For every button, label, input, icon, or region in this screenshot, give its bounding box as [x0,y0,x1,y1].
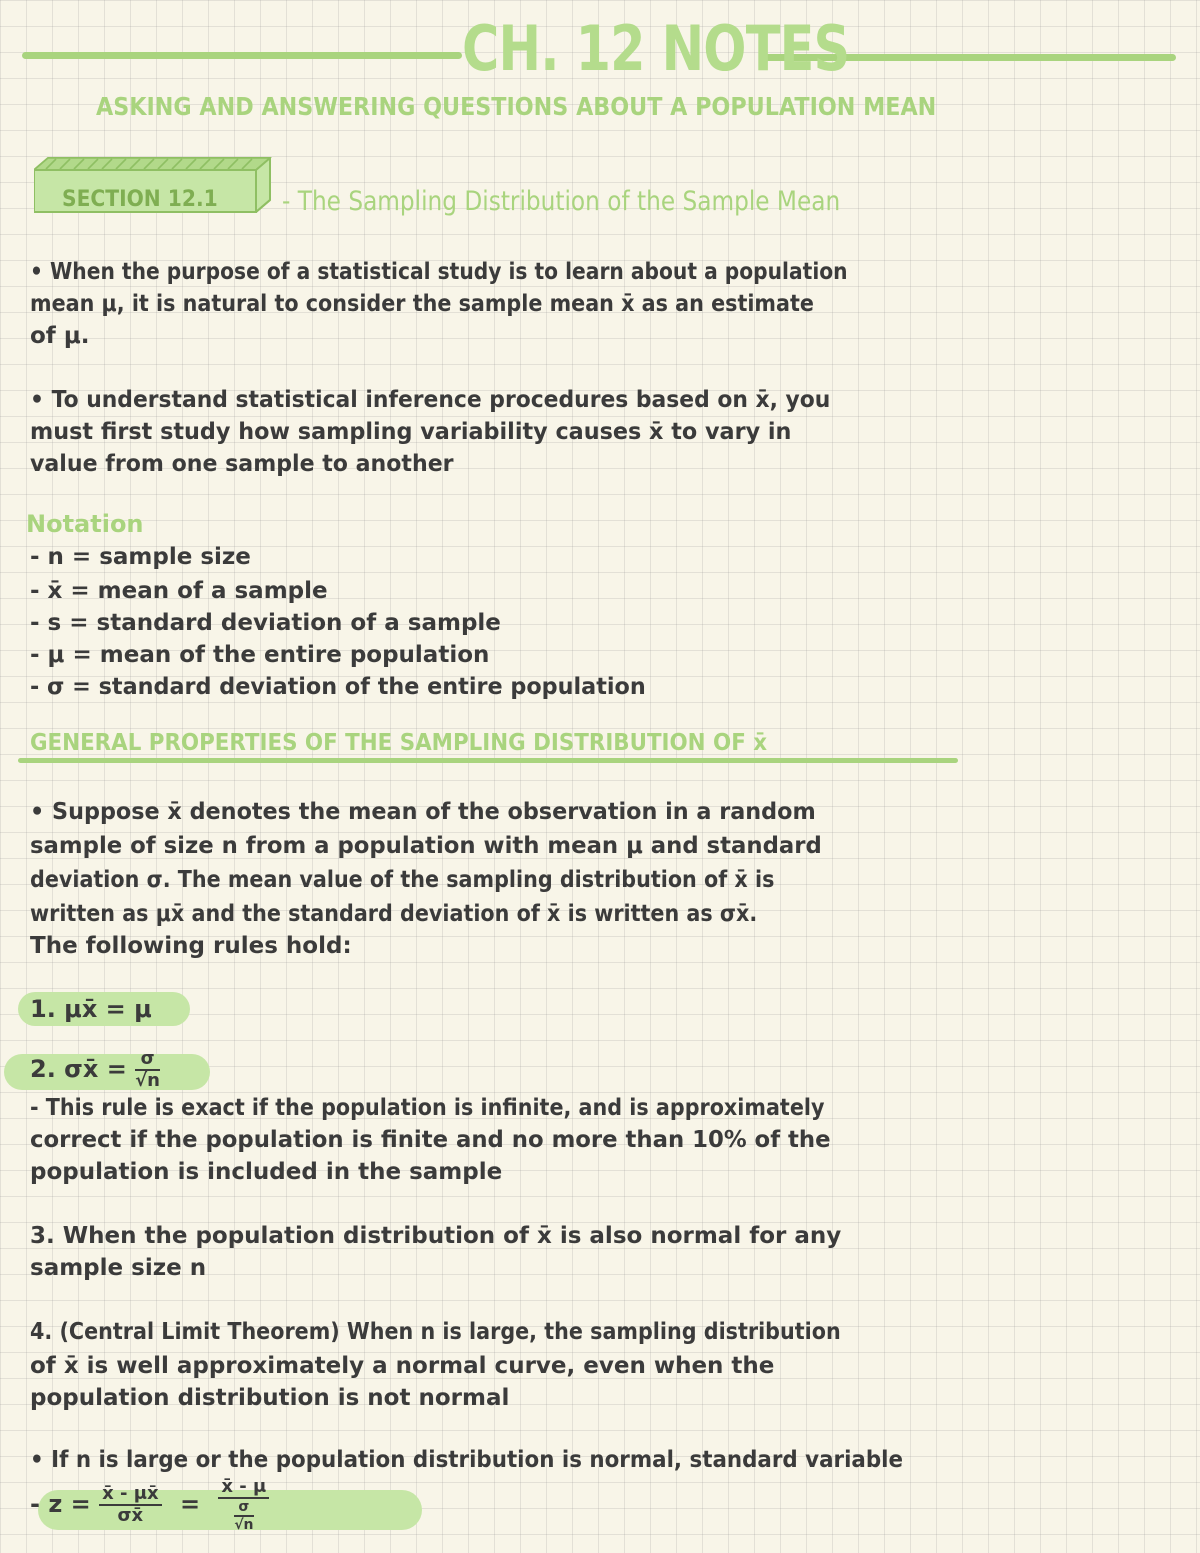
notation-item: - n = sample size [30,544,251,570]
rule4-line2: of x̄ is well approximately a normal curve, even when the [30,1353,775,1379]
z-denominator-2 [218,1499,269,1532]
general-properties-heading: GENERAL PROPERTIES OF THE SAMPLING DISTRIBUTION OF x̄ [30,730,768,756]
notation-item: - σ = standard deviation of the entire population [30,674,646,700]
rule2-denominator: √n [135,1070,160,1091]
general-heading-underline [18,758,958,763]
rule3-line1: 3. When the population distribution of x̄ is also normal for any [30,1223,842,1249]
notation-item: - s = standard deviation of a sample [30,610,501,636]
section-label: SECTION 12.1 [62,187,218,212]
rule2-fraction [135,1050,160,1090]
z-denominator-1: σx̄ [117,1505,144,1526]
general-intro-line3: deviation σ. The mean value of the sampling distribution of x̄ is [30,867,775,893]
rule3-line2: sample size n [30,1255,207,1281]
rule1: 1. μx̄ = μ [30,995,152,1023]
rule2 [30,1050,160,1090]
intro-p2-line2: must first study how sampling variability causes x̄ to vary in [30,419,792,445]
intro-p1-line1: • When the purpose of a statistical study is to learn about a population [30,259,848,285]
z-numerator-1: x̄ - μx̄ [99,1485,161,1506]
z-line: • If n is large or the population distribution is normal, standard variable [30,1447,904,1473]
rule2-note-line1: - This rule is exact if the population is infinite, and is approximately [30,1095,825,1121]
z-sub-numerator: σ [234,1500,253,1517]
z-equals: = [179,1490,201,1518]
rule4-line3: population distribution is not normal [30,1385,510,1411]
z-prefix: - z = [30,1490,91,1518]
notation-heading: Notation [26,510,144,538]
general-intro-line5: The following rules hold: [30,933,352,959]
z-sub-fraction [234,1500,253,1532]
page-title: CH. 12 NOTES [462,12,850,85]
intro-p1-line2: mean μ, it is natural to consider the sample mean x̄ as an estimate [30,291,814,317]
rule2-note-line3: population is included in the sample [30,1159,503,1185]
general-intro-line4: written as μx̄ and the standard deviation of x̄ is written as σx̄. [30,901,758,927]
notation-item: - μ = mean of the entire population [30,642,490,668]
intro-p2-line3: value from one sample to another [30,451,454,477]
z-fraction-1 [99,1485,161,1525]
rule2-note-line2: correct if the population is finite and no more than 10% of the [30,1127,831,1153]
general-intro-line2: sample of size n from a population with mean μ and standard [30,833,822,859]
page-subtitle: ASKING AND ANSWERING QUESTIONS ABOUT A POPULATION MEAN [96,92,937,121]
title-rule-left [22,52,462,59]
rule4-line1: 4. (Central Limit Theorem) When n is large, the sampling distribution [30,1319,841,1345]
z-sub-denominator: √n [234,1517,254,1533]
rule2-numerator: σ [135,1050,160,1071]
z-fraction-2 [218,1478,269,1532]
z-numerator-2: x̄ - μ [218,1478,269,1499]
intro-p2-line1: • To understand statistical inference procedures based on x̄, you [30,387,831,413]
intro-p1-line3: of μ. [30,323,90,349]
general-intro-line1: • Suppose x̄ denotes the mean of the observation in a random [30,799,816,825]
z-formula [30,1478,269,1532]
notation-item: - x̄ = mean of a sample [30,578,328,604]
rule2-prefix: 2. σx̄ = [30,1055,127,1083]
section-title: - The Sampling Distribution of the Sample Mean [282,186,841,217]
